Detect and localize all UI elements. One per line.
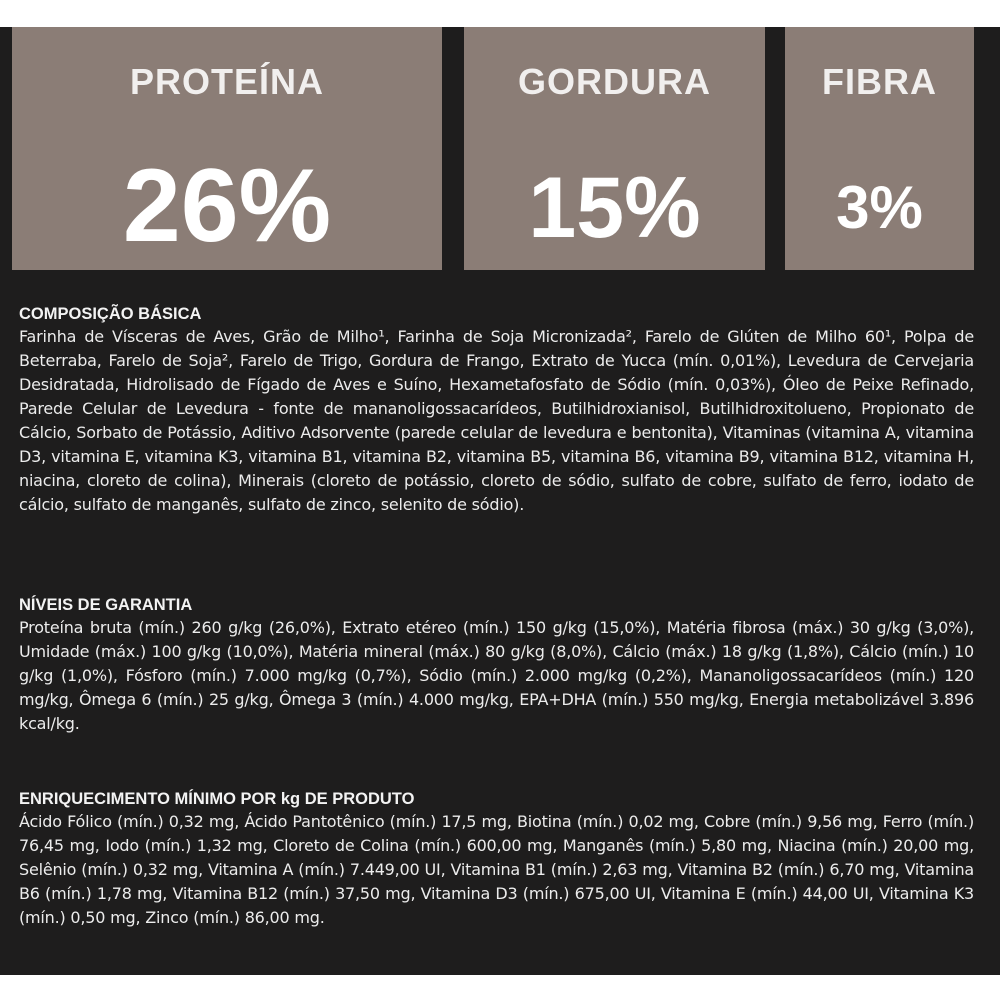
fat-box [464, 27, 765, 270]
enrichment-title: ENRIQUECIMENTO MÍNIMO POR kg DE PRODUTO [19, 790, 415, 808]
guarantee-title: NÍVEIS DE GARANTIA [19, 596, 193, 614]
fiber-label: FIBRA [822, 61, 937, 102]
guarantee-section [19, 594, 974, 736]
fiber-box [785, 27, 974, 270]
enrichment-section [19, 788, 974, 930]
fat-value: 15% [528, 160, 701, 256]
composition-title: COMPOSIÇÃO BÁSICA [19, 305, 202, 323]
fat-label: GORDURA [518, 61, 711, 102]
protein-value: 26% [122, 148, 332, 264]
composition-body: Farinha de Vísceras de Aves, Grão de Milho¹, Farinha de Soja Micronizada², Farelo de Glúten de Milho 60¹, Polpa de Beterraba, Farelo de Soja², Farelo de Trigo, Gordura de Frango, Extrato de Yucca (mín. 0,01%), Levedura de Cervejaria Desidratada, Hidrolisado de Fígado de Aves e Suíno, Hexametafosfato de Sódio (mín. 0,03%), Óleo de Peixe Refinado, Parede Celular de Levedura - fonte de mananoligossacarídeos, Butilhidroxianisol, Butilhidroxitolueno, Propionato de Cálcio, Sorbato de Potássio, Aditivo Adsorvente (parede celular de levedura e bentonita), Vitaminas (vitamina A, vitamina D3, vitamina E, vitamina K3, vitamina B1, vitamina B2, vitamina B5, vitamina B6, vitamina B9, vitamina B12, vitamina H, niacina, cloreto de colina), Minerais (cloreto de potássio, cloreto de sódio, sulfato de cobre, sulfato de ferro, iodato de cálcio, sulfato de manganês, sulfato de zinco, selenito de sódio). [19, 327, 974, 514]
protein-label: PROTEÍNA [129, 61, 324, 102]
protein-box [12, 27, 442, 270]
enrichment-body: Ácido Fólico (mín.) 0,32 mg, Ácido Pantotênico (mín.) 17,5 mg, Biotina (mín.) 0,02 mg, Cobre (mín.) 9,56 mg, Ferro (mín.) 76,45 mg, Iodo (mín.) 1,32 mg, Cloreto de Colina (mín.) 600,00 mg, Manganês (mín.) 5,80 mg, Niacina (mín.) 20,00 mg, Selênio (mín.) 0,32 mg, Vitamina A (mín.) 7.449,00 UI, Vitamina B1 (mín.) 2,63 mg, Vitamina B2 (mín.) 6,70 mg, Vitamina B6 (mín.) 1,78 mg, Vitamina B12 (mín.) 37,50 mg, Vitamina D3 (mín.) 675,00 UI, Vitamina E (mín.) 44,00 UI, Vitamina K3 (mín.) 0,50 mg, Zinco (mín.) 86,00 mg. [19, 812, 974, 927]
guarantee-body: Proteína bruta (mín.) 260 g/kg (26,0%), Extrato etéreo (mín.) 150 g/kg (15,0%), Matéria fibrosa (máx.) 30 g/kg (3,0%), Umidade (máx.) 100 g/kg (10,0%), Matéria mineral (máx.) 80 g/kg (8,0%), Cálcio (máx.) 18 g/kg (1,8%), Cálcio (mín.) 10 g/kg (1,0%), Fósforo (mín.) 7.000 mg/kg (0,7%), Sódio (mín.) 2.000 mg/kg (0,2%), Mananoligossacarídeos (mín.) 120 mg/kg, Ômega 6 (mín.) 25 g/kg, Ômega 3 (mín.) 4.000 mg/kg, EPA+DHA (mín.) 550 mg/kg, Energia metabolizável 3.896 kcal/kg. [19, 618, 974, 733]
composition-section [19, 303, 974, 517]
fiber-value: 3% [836, 174, 923, 241]
